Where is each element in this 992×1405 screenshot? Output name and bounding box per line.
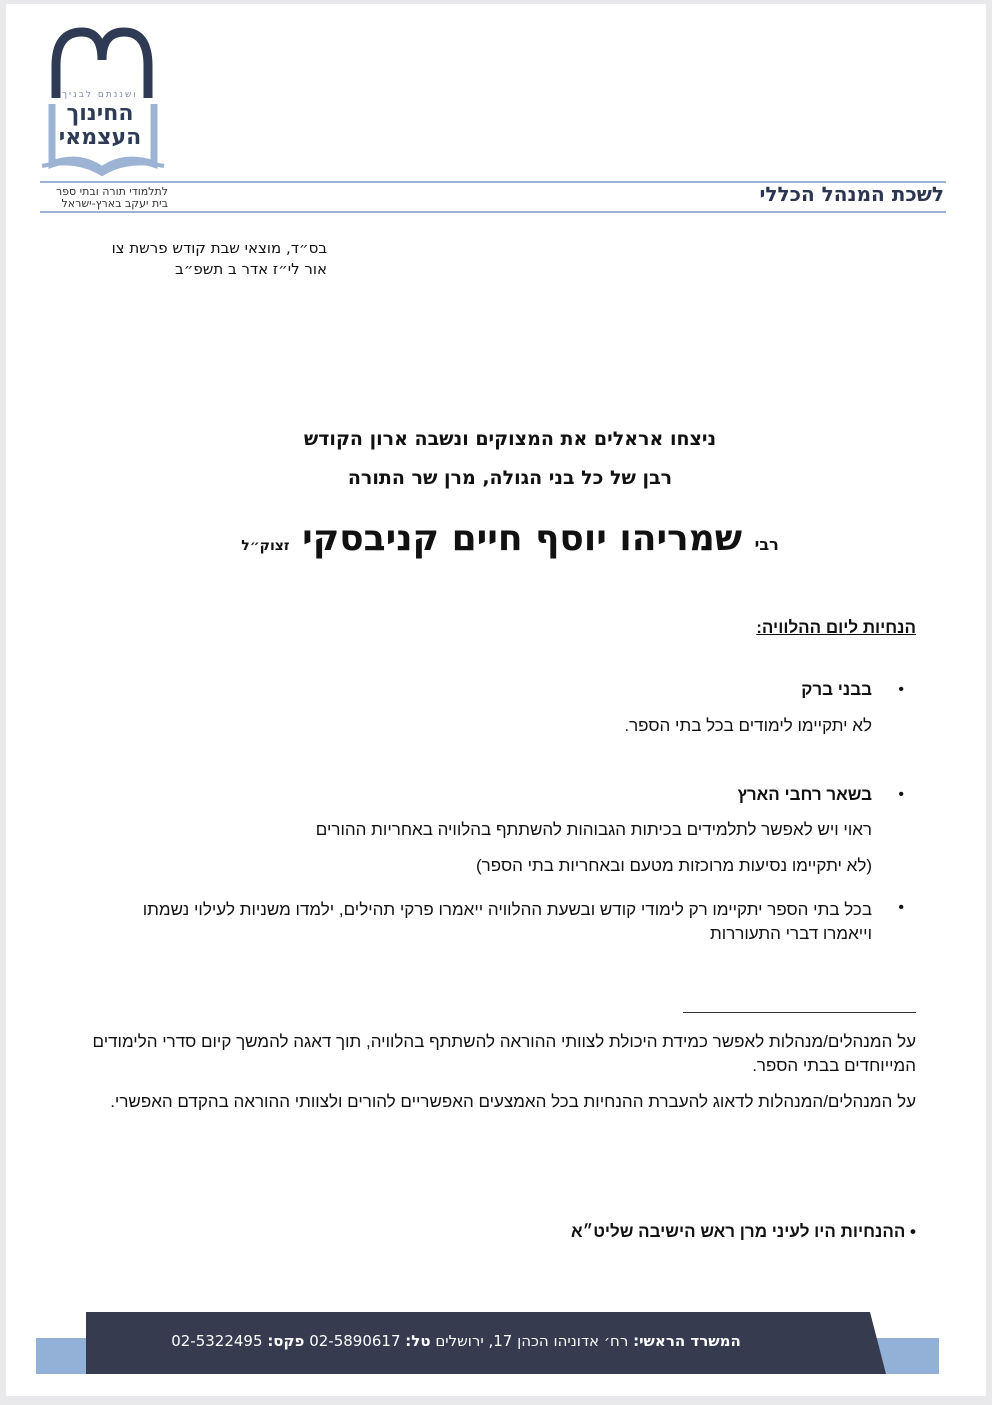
section-heading-bnei-brak: בבני ברק xyxy=(801,680,872,699)
footer-address: רח׳ אדוניהו הכהן 17, ירושלים xyxy=(435,1332,629,1350)
org-subtitle-2: בית יעקב בארץ-ישראל xyxy=(61,197,168,210)
name-prefix: רבי xyxy=(754,535,779,554)
office-title: לשכת המנהל הכללי xyxy=(759,182,944,206)
bullet-icon: • xyxy=(898,899,904,916)
logo xyxy=(36,26,172,176)
footer-label: המשרד הראשי: xyxy=(633,1332,741,1350)
footer-tel: 02-5890617 xyxy=(309,1332,401,1350)
instructions-title: הנחיות ליום ההלוויה: xyxy=(756,618,916,637)
footer-contact xyxy=(86,1332,826,1350)
name-suffix: זצוק״ל xyxy=(241,538,290,554)
note-1: על המנהלים/מנהלות לאפשר כמידת היכולת לצוותי ההוראה להשתתף בהלוויה, תוך דאגה להמשך קיום סדרי הלימודים המייוחדים בבתי הספר. xyxy=(92,1032,916,1075)
section-line: (לא יתקיימו נסיעות מרוכזות מטעם ובאחריות בתי הספר) xyxy=(476,856,872,875)
footer-tel-label: טל: xyxy=(405,1332,431,1350)
section-line: לא יתקיימו לימודים בכל בתי הספר. xyxy=(624,716,872,735)
closing-text: ההנחיות היו לעיני מרן ראש הישיבה שליט״א xyxy=(570,1222,906,1241)
header-divider-bottom xyxy=(40,211,946,213)
closing-line: • ההנחיות היו לעיני מרן ראש הישיבה שליט״א xyxy=(570,1222,916,1241)
note-2: על המנהלים/המנהלות לדאוג להעברת ההנחיות בכל האמצעים האפשריים להורים ולצוותי ההוראה בהקדם האפשרי. xyxy=(110,1092,916,1111)
date-line-1: בס״ד, מוצאי שבת קודש פרשת צו xyxy=(111,239,327,257)
section-heading-rest-of-country: בשאר רחבי הארץ xyxy=(737,785,872,804)
bullet-icon: • xyxy=(898,786,904,803)
section-line: ראוי ויש לאפשר לתלמידים בכיתות הגבוהות להשתתף בהלוויה באחריות ההורים xyxy=(315,820,872,839)
date-line-2: אור לי״ז אדר ב תשפ״ב xyxy=(175,260,327,278)
headline-2: רבן של כל בני הגולה, מרן שר התורה xyxy=(347,467,673,489)
bullet-icon: • xyxy=(898,681,904,698)
rabbi-name-line xyxy=(0,518,992,559)
logo-line1: החינוך xyxy=(66,101,134,126)
notes-divider xyxy=(683,1012,916,1013)
rabbi-name: שמריהו יוסף חיים קניבסקי xyxy=(302,518,743,559)
footer-fax-label: פקס: xyxy=(267,1332,305,1350)
footer-fax: 02-5322495 xyxy=(171,1332,263,1350)
org-subtitle-1: לתלמודי תורה ובתי ספר xyxy=(55,185,168,198)
general-instruction: בכל בתי הספר יתקיימו רק לימודי קודש ובשעת ההלוויה ייאמרו פרקי תהילים, ילמדו משניות לעילוי נשמתו וייאמרו דברי התעוררות xyxy=(142,900,872,943)
logo-line2: העצמאי xyxy=(58,125,142,150)
headline-1: ניצחו אראלים את המצוקים ונשבה ארון הקודש xyxy=(303,428,717,450)
logo-motto: ושננתם לבניך xyxy=(62,90,138,100)
